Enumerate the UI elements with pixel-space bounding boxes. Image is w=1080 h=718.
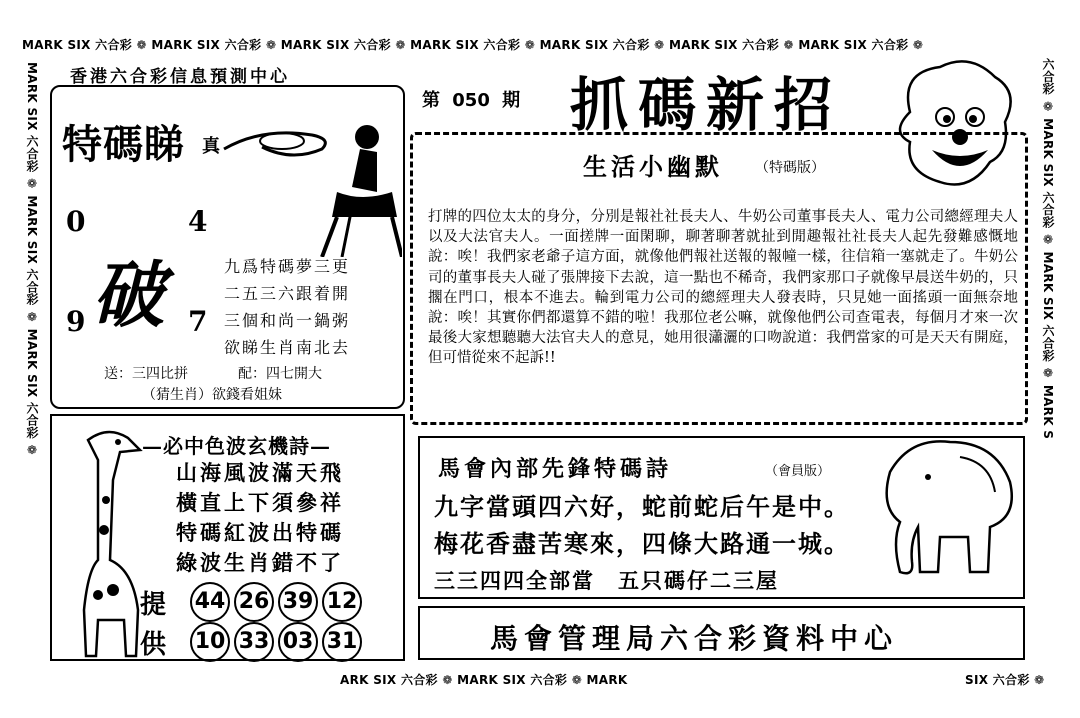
match-line: 配：四七開大 [238,366,322,382]
issue-prefix: 第 [422,90,440,111]
poem-line: 三三四四全部當 五只碼仔二三屋 [434,568,779,593]
number-ball: 33 [234,622,274,662]
poem-line: 綠波生肖錯不了 [176,550,344,575]
panel-title: 特碼睇 [62,121,185,168]
poem-line: 三個和尚一鍋粥 [224,311,351,330]
number-bottom-left: 9 [66,305,86,338]
poem-line: 九爲特碼夢三更 [224,257,351,276]
number-ball: 10 [190,622,230,662]
number-row-1 [190,582,366,622]
number-ball: 44 [190,582,230,622]
humor-title: 生活小幽默 [583,152,723,181]
humor-subtitle: （特碼版） [755,160,825,176]
number-ball: 39 [278,582,318,622]
poem-line: 特碼紅波出特碼 [176,520,344,545]
svg-text:真: 真 [202,136,220,157]
color-poem-panel [50,414,405,661]
issue-number: 050 [452,90,490,111]
vanguard-poem [434,488,850,599]
number-ball: 03 [278,622,318,662]
dancer-illustration [202,107,402,257]
border-right: 六合彩 ❁ MARK SIX 六合彩 ❁ MARK SIX 六合彩 ❁ MARK S [1041,58,1055,440]
label-ti: 提 [140,590,167,620]
border-left: MARK SIX 六合彩 ❁ MARK SIX 六合彩 ❁ MARK SIX 六合彩 ❁ [25,62,39,458]
color-poem [176,458,344,578]
poem-line: 二五三六跟着開 [224,284,351,303]
big-character: 破 [92,252,165,337]
number-bottom-right: 7 [188,305,208,338]
border-bottom-left: ARK SIX 六合彩 ❁ MARK SIX 六合彩 ❁ MARK [340,673,628,687]
issue-suffix: 期 [502,90,521,111]
poem-line: 欲睇生肖南北去 [224,338,351,357]
main-title: 抓碼新招 [570,71,843,139]
issue-label [422,86,520,112]
poem-line: 山海風波滿天飛 [176,460,344,485]
border-top: MARK SIX 六合彩 ❁ MARK SIX 六合彩 ❁ MARK SIX 六合彩 ❁ MARK SIX 六合彩 ❁ MARK SIX 六合彩 ❁ MARK SIX 六合彩 ❁ MARK SIX 六合彩 ❁ [22,38,924,52]
giraffe-illustration [58,420,148,658]
guess-line: （猜生肖）欲錢看姐妹 [142,387,282,403]
footer-banner [418,606,1025,660]
vanguard-title: 馬會內部先鋒特碼詩 [438,456,673,482]
label-gong: 供 [140,630,167,660]
poem-line: 梅花香盡苦寒來，四條大路通一城。 [434,529,850,558]
color-poem-title: —必中色波玄機詩— [142,434,331,458]
number-top-right: 4 [188,205,208,238]
poem-line: 橫直上下須參祥 [176,490,344,515]
prediction-panel [50,85,405,409]
footer-text: 馬會管理局六合彩資料中心 [490,622,899,655]
send-line: 送：三四比拼 [104,366,188,382]
number-row-2 [190,622,366,662]
prediction-poem [224,253,350,361]
number-ball: 31 [322,622,362,662]
border-bottom-right: SIX 六合彩 ❁ [965,673,1045,687]
humor-body: 打牌的四位太太的身分，分別是報社社長夫人、牛奶公司董事長夫人、電力公司總經理夫人以及大法官夫人。一面搓牌一面閑聊，聊著聊著就扯到閒趣報社社長夫人起先發難感慨地說：唉！我們家老爺子這方面，就像他們報社送報的報幢一樣，往信箱一塞就走了。牛奶公司的董事長夫人碰了張牌接下去說，這一點也不稀奇，我們家那口子就像早晨送牛奶的，只擱在門口，根本不進去。輪到電力公司的總經理夫人發表時，只見她一面搖頭一面無奈地說：唉！其實你們都還算不錯的啦！我那位老公嘛，就像他們公司查電表，每個月才來一次最後大家想聽聽大法官夫人的意見，她用很瀟灑的口吻說道：我們當家的可是天天有開庭，但可惜從來不起訴!! [428,209,1018,367]
poem-line: 九字當頭四六好，蛇前蛇后午是中。 [434,492,850,521]
number-ball: 12 [322,582,362,622]
vanguard-subtitle: （會員版） [765,464,831,479]
elephant-illustration [870,432,1020,582]
number-top-left: 0 [66,205,86,238]
number-ball: 26 [234,582,274,622]
center-name: 香港六合彩信息預測中心 [70,67,290,87]
humor-box [410,132,1028,425]
